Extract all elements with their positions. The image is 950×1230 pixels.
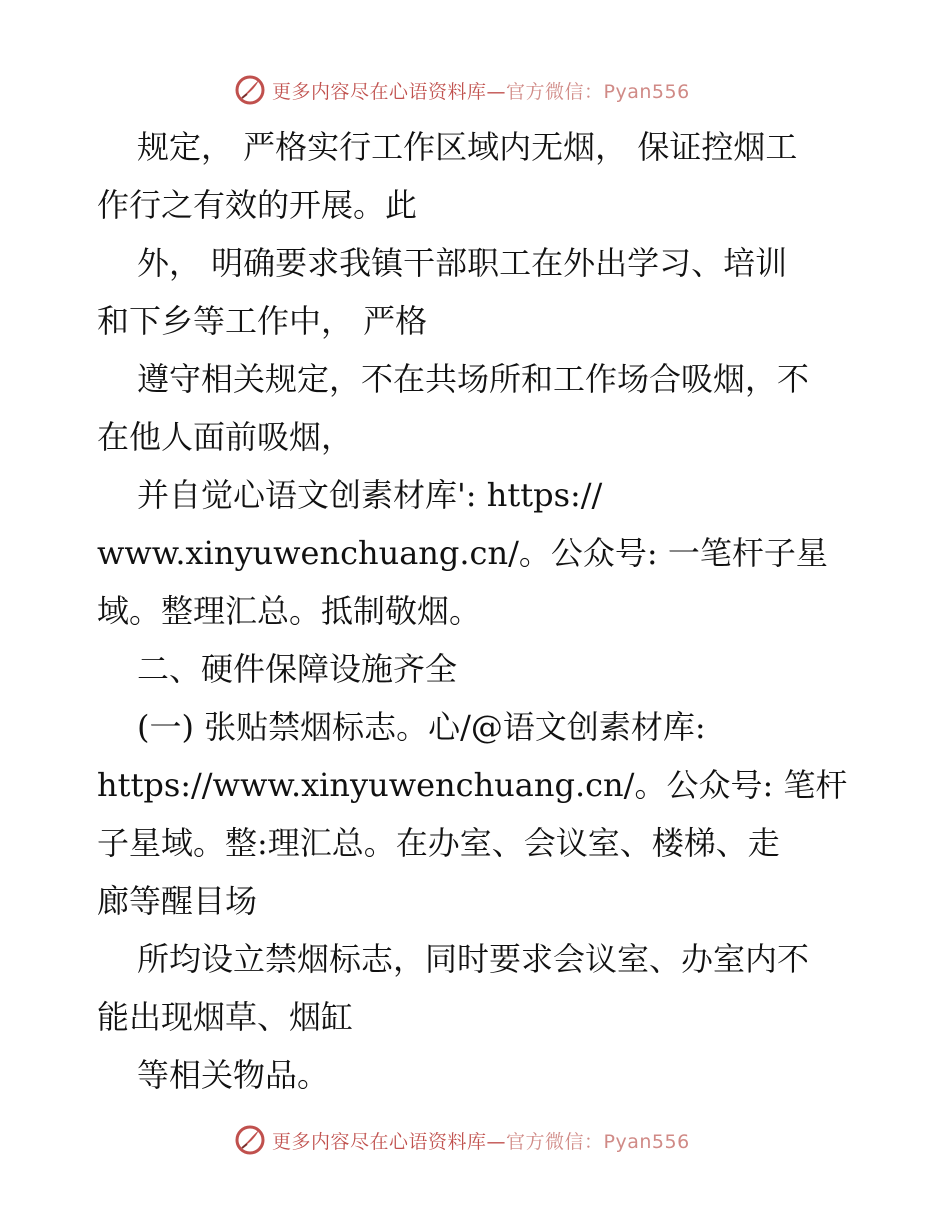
feather-seal-icon	[234, 74, 266, 106]
text-line: 所均设立禁烟标志，同时要求会议室、办室内不	[137, 940, 810, 978]
text-line: 并自觉心语文创素材库': https://	[137, 476, 603, 514]
footer-banner-main: 更多内容尽在心语资料库—	[272, 1130, 507, 1153]
text-line: 域。整理汇总。抵制敬烟。	[97, 592, 482, 630]
header-banner-wechat: 官方微信：Pyan556	[506, 80, 690, 103]
text-line: 遵守相关规定，不在共场所和工作场合吸烟，不	[137, 360, 810, 398]
text-line: 作行之有效的开展。此	[97, 186, 418, 224]
header-banner-main: 更多内容尽在心语资料库—	[272, 80, 507, 103]
text-line: 子星域。整:理汇总。在办室、会议室、楼梯、走	[97, 824, 780, 862]
text-line: 廊等醒目场	[97, 882, 258, 920]
text-line: 规定， 严格实行工作区域内无烟， 保证控烟工	[137, 128, 798, 166]
text-line: 能出现烟草、烟缸	[97, 998, 354, 1036]
footer-banner-wechat: 官方微信：Pyan556	[506, 1130, 690, 1153]
text-line: 在他人面前吸烟，	[97, 418, 354, 456]
header-banner-text	[272, 77, 690, 104]
header-banner	[234, 72, 690, 108]
feather-seal-icon	[234, 1124, 266, 1156]
section-heading: 二、硬件保障设施齐全	[137, 650, 458, 688]
footer-banner	[234, 1122, 690, 1158]
text-line: https://www.xinyuwenchuang.cn/。公众号: 笔杆	[97, 766, 848, 804]
text-line: 外， 明确要求我镇干部职工在外出学习、培训	[137, 244, 788, 282]
text-line: (一) 张贴禁烟标志。心/@语文创素材库:	[137, 708, 706, 746]
text-line: 和下乡等工作中， 严格	[97, 302, 428, 340]
document-body	[97, 118, 857, 1104]
text-line: www.xinyuwenchuang.cn/。公众号: 一笔杆子星	[97, 534, 828, 572]
text-line: 等相关物品。	[137, 1056, 330, 1094]
footer-banner-text	[272, 1127, 690, 1154]
